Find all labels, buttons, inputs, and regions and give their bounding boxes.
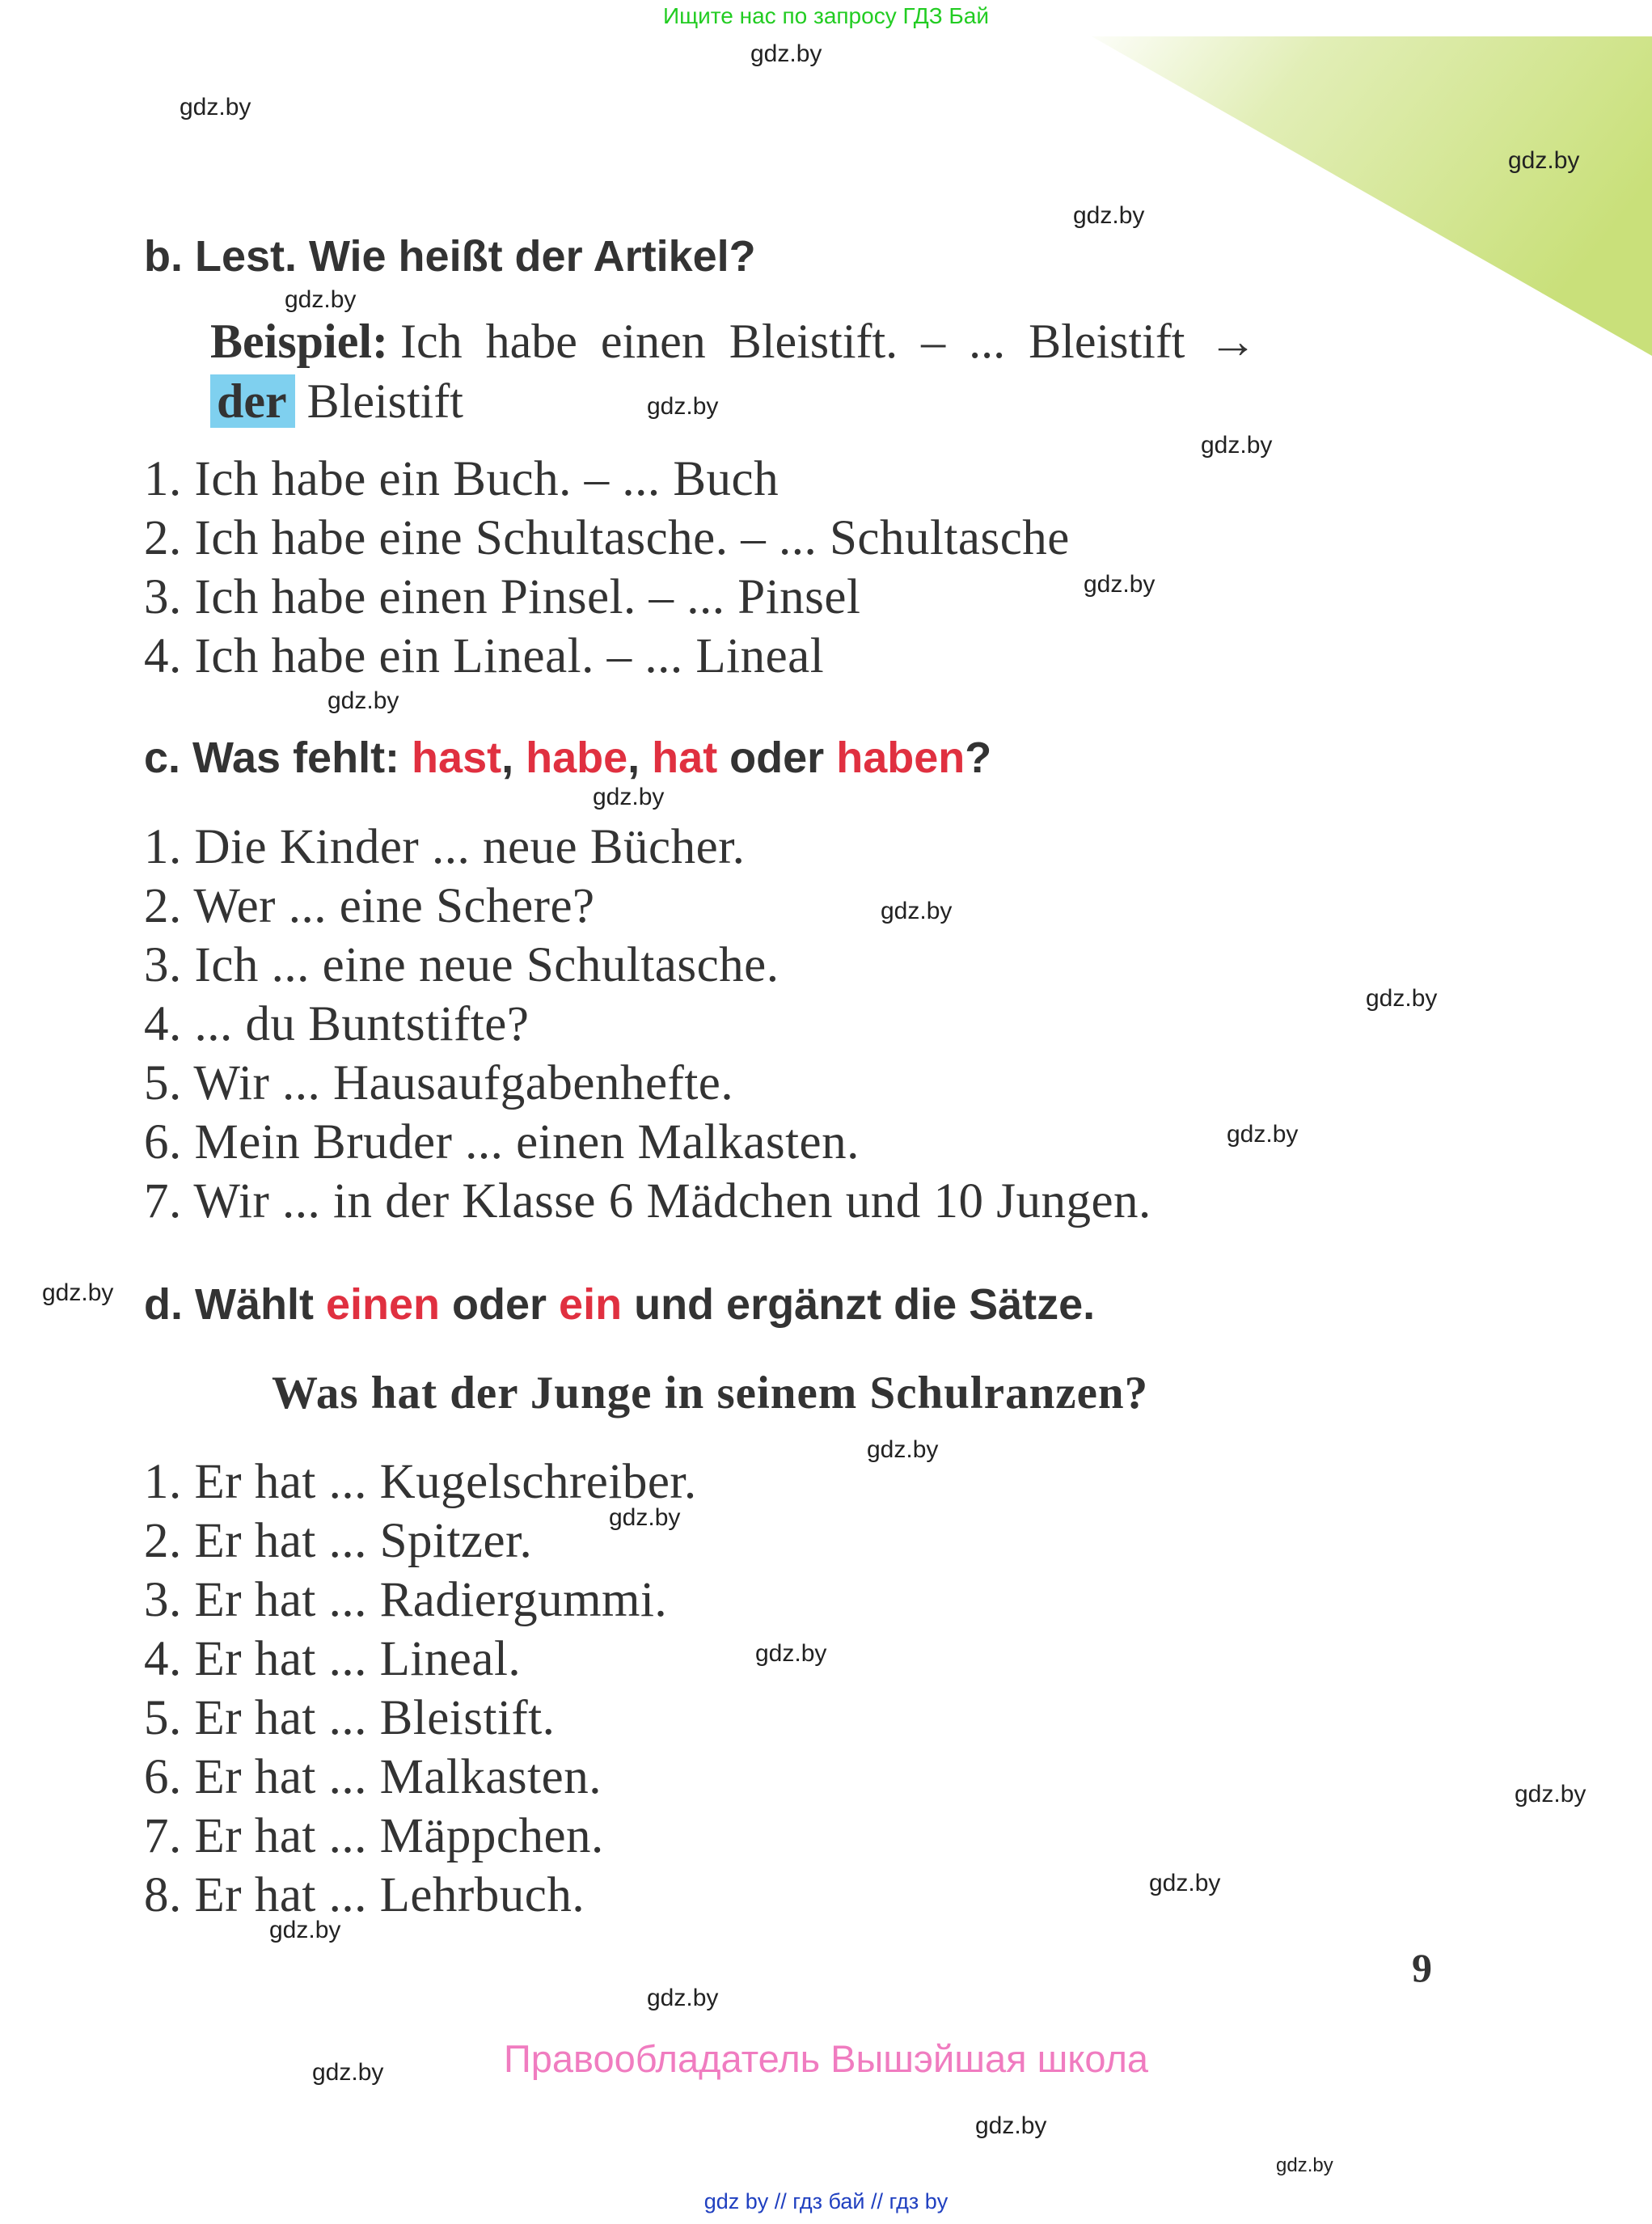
section-c-heading <box>144 733 991 783</box>
list-item: 4. Er hat ... Lineal. <box>144 1632 522 1686</box>
list-item: 1. Ich habe ein Buch. – ... Buch <box>144 452 780 506</box>
list-item: 7. Er hat ... Mäppchen. <box>144 1809 604 1863</box>
heading-end: ? <box>965 734 992 782</box>
watermark: gdz.by <box>1366 985 1438 1012</box>
list-item: 1. Die Kinder ... neue Bücher. <box>144 820 746 874</box>
watermark: gdz.by <box>593 784 665 810</box>
list-item: 6. Mein Bruder ... einen Malkasten. <box>144 1115 860 1169</box>
watermark: gdz.by <box>1073 202 1145 229</box>
watermark: gdz.by <box>1227 1121 1299 1148</box>
option-word: habe <box>526 734 628 782</box>
separator: , <box>501 734 526 782</box>
watermark: gdz.by <box>975 2112 1047 2139</box>
example-text: Ich habe einen Bleistift. – ... Bleistift → <box>400 315 1257 368</box>
example-answer-tail: Bleistift <box>306 374 463 428</box>
watermark: gdz.by <box>881 898 953 924</box>
list-item: 8. Er hat ... Lehrbuch. <box>144 1868 585 1922</box>
watermark: gdz.by <box>647 393 719 420</box>
list-item: 4. ... du Buntstifte? <box>144 997 530 1051</box>
section-d-subtitle: Was hat der Junge in seinem Schulranzen? <box>272 1368 1149 1419</box>
separator: oder <box>717 734 837 782</box>
watermark: gdz.by <box>1508 147 1580 174</box>
heading-text: d. Wählt <box>144 1280 326 1329</box>
watermark: gdz.by <box>42 1279 114 1306</box>
section-b-heading: b. Lest. Wie heißt der Artikel? <box>144 232 756 281</box>
list-item: 2. Wer ... eine Schere? <box>144 879 595 933</box>
list-item: 2. Er hat ... Spitzer. <box>144 1514 533 1568</box>
option-word: haben <box>836 734 965 782</box>
watermark: gdz.by <box>1149 1870 1221 1896</box>
separator: , <box>627 734 653 782</box>
list-item: 1. Er hat ... Kugelschreiber. <box>144 1455 697 1509</box>
search-banner[interactable]: Ищите нас по запросу ГДЗ Бай <box>662 3 990 28</box>
list-item: 5. Er hat ... Bleistift. <box>144 1691 556 1745</box>
list-item: 7. Wir ... in der Klasse 6 Mädchen und 10 Jungen. <box>144 1174 1151 1228</box>
watermark: gdz.by <box>327 687 399 714</box>
example-answer-highlight: der <box>210 374 295 428</box>
example-label: Beispiel: <box>210 315 388 368</box>
option-word: einen <box>325 1280 441 1329</box>
option-word: ein <box>559 1280 623 1329</box>
separator: oder <box>440 1280 560 1329</box>
section-d-heading <box>144 1279 1095 1330</box>
watermark: gdz.by <box>269 1917 341 1943</box>
list-item: 5. Wir ... Hausaufgabenhefte. <box>144 1056 734 1110</box>
option-word: hast <box>412 734 502 782</box>
watermark: gdz.by <box>1515 1781 1587 1808</box>
list-item: 3. Er hat ... Radiergummi. <box>144 1573 668 1627</box>
example-line-1 <box>210 314 1257 370</box>
page-number: 9 <box>1412 1945 1432 1990</box>
watermark: gdz.by <box>180 94 251 121</box>
example-line-2 <box>210 374 463 429</box>
footer-links[interactable]: gdz by // гдз бай // гдз by <box>703 2189 949 2213</box>
watermark: gdz.by <box>609 1504 681 1531</box>
watermark: gdz.by <box>1084 571 1156 598</box>
watermark: gdz.by <box>312 2059 384 2086</box>
list-item: 6. Er hat ... Malkasten. <box>144 1750 602 1804</box>
list-item: 3. Ich habe einen Pinsel. – ... Pinsel <box>144 570 861 624</box>
watermark: gdz.by <box>285 286 357 313</box>
watermark: gdz.by <box>1201 432 1273 459</box>
list-item: 4. Ich habe ein Lineal. – ... Lineal <box>144 629 825 683</box>
rights-holder: Правообладатель Вышэйшая школа <box>503 2037 1149 2080</box>
watermark: gdz.by <box>755 1640 827 1667</box>
watermark: gdz.by <box>867 1436 939 1463</box>
list-item: 3. Ich ... eine neue Schultasche. <box>144 938 780 992</box>
heading-end: und ergänzt die Sätze. <box>622 1280 1096 1329</box>
watermark: gdz.by <box>647 1985 719 2011</box>
watermark: gdz.by <box>750 40 822 67</box>
watermark: gdz.by <box>1276 2154 1333 2176</box>
list-item: 2. Ich habe eine Schultasche. – ... Schultasche <box>144 511 1070 565</box>
option-word: hat <box>652 734 718 782</box>
heading-text: c. Was fehlt: <box>144 734 412 782</box>
